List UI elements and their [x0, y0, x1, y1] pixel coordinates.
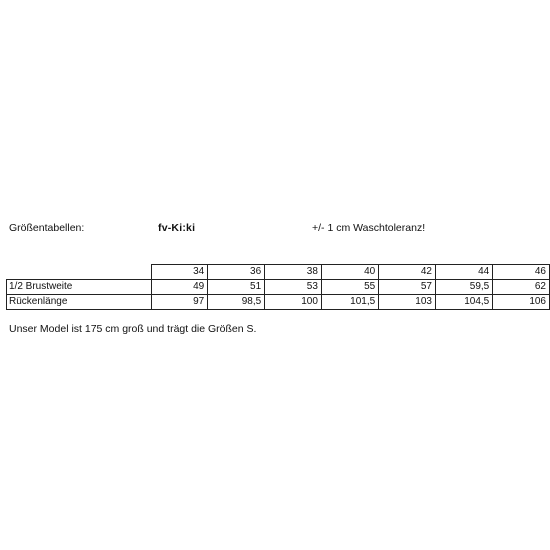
- size-header-cell: 42: [379, 265, 436, 280]
- size-header-cell: 44: [435, 265, 492, 280]
- size-tables-label: Größentabellen:: [9, 222, 85, 234]
- model-size-note: Unser Model ist 175 cm groß und trägt die Größen S.: [9, 323, 257, 335]
- table-row: [7, 295, 550, 310]
- size-header-cell: 40: [321, 265, 378, 280]
- row-label: 1/2 Brustweite: [7, 280, 152, 295]
- table-cell: 49: [151, 280, 207, 295]
- size-table: [6, 264, 550, 310]
- size-header-cell: 34: [151, 265, 207, 280]
- table-cell: 97: [151, 295, 207, 310]
- brand-name: fv-Ki:ki: [158, 222, 196, 234]
- table-cell: 62: [493, 280, 550, 295]
- table-cell: 51: [208, 280, 265, 295]
- size-header-row: [7, 265, 550, 280]
- size-header-cell: 36: [208, 265, 265, 280]
- table-cell: 55: [321, 280, 378, 295]
- wash-tolerance-note: +/- 1 cm Waschtoleranz!: [312, 222, 426, 234]
- table-cell: 59,5: [435, 280, 492, 295]
- row-label: Rückenlänge: [7, 295, 152, 310]
- table-cell: 100: [265, 295, 322, 310]
- table-cell: 53: [265, 280, 322, 295]
- table-cell: 103: [379, 295, 436, 310]
- header-line: [0, 221, 550, 235]
- size-header-cell: 38: [265, 265, 322, 280]
- table-cell: 98,5: [208, 295, 265, 310]
- table-cell: 101,5: [321, 295, 378, 310]
- table-cell: 104,5: [435, 295, 492, 310]
- table-cell: 57: [379, 280, 436, 295]
- size-header-corner: [7, 265, 152, 280]
- table-cell: 106: [493, 295, 550, 310]
- size-header-cell: 46: [493, 265, 550, 280]
- table-row: [7, 280, 550, 295]
